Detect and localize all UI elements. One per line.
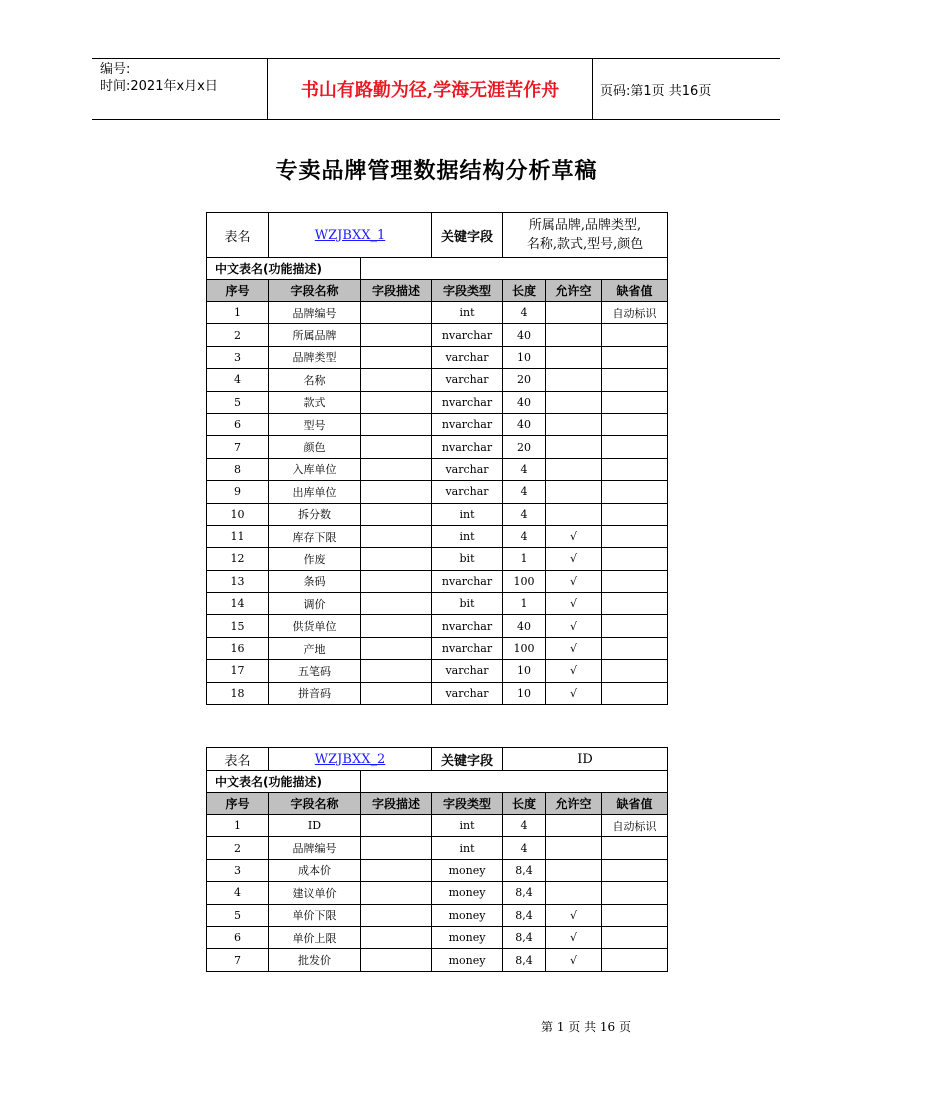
cell-field-desc (361, 503, 432, 525)
table-row (207, 369, 668, 391)
cell-length: 4 (503, 503, 546, 525)
cell-nullable: √ (546, 570, 602, 592)
cell-length: 1 (503, 548, 546, 570)
table-row (207, 481, 668, 503)
cell-field-type: money (432, 926, 503, 948)
cell-length: 40 (503, 324, 546, 346)
document-header (92, 58, 780, 120)
chinese-name-label: 中文表名(功能描述) (207, 258, 361, 280)
cell-seq: 4 (207, 369, 269, 391)
table-row (207, 525, 668, 547)
cell-nullable: √ (546, 525, 602, 547)
cell-nullable: √ (546, 548, 602, 570)
cell-field-name: 颜色 (269, 436, 361, 458)
cell-field-type: varchar (432, 346, 503, 368)
time-label: 时间:2021年x月x日 (100, 79, 218, 94)
cell-default (602, 503, 668, 525)
cell-default (602, 637, 668, 659)
cell-default (602, 369, 668, 391)
column-header: 允许空 (546, 793, 602, 815)
cell-seq: 4 (207, 882, 269, 904)
cell-nullable (546, 391, 602, 413)
table-name-row (207, 213, 668, 258)
table-row (207, 391, 668, 413)
table-row (207, 593, 668, 615)
cell-field-desc (361, 391, 432, 413)
cell-seq: 9 (207, 481, 269, 503)
cell-length: 40 (503, 615, 546, 637)
cell-field-type: varchar (432, 682, 503, 704)
cell-nullable: √ (546, 904, 602, 926)
cell-length: 8,4 (503, 926, 546, 948)
cell-nullable (546, 302, 602, 324)
cell-field-type: nvarchar (432, 324, 503, 346)
cell-nullable (546, 859, 602, 881)
cell-length: 40 (503, 413, 546, 435)
cell-field-desc (361, 837, 432, 859)
cell-nullable: √ (546, 637, 602, 659)
table-row (207, 949, 668, 971)
cell-seq: 5 (207, 391, 269, 413)
column-header: 字段描述 (361, 280, 432, 302)
cell-length: 20 (503, 369, 546, 391)
cell-field-desc (361, 436, 432, 458)
table-body (207, 302, 668, 705)
cell-nullable (546, 324, 602, 346)
cell-field-desc (361, 369, 432, 391)
cell-default (602, 615, 668, 637)
table-row (207, 660, 668, 682)
cell-field-desc (361, 660, 432, 682)
cell-nullable: √ (546, 926, 602, 948)
cell-field-type: money (432, 882, 503, 904)
cell-length: 8,4 (503, 882, 546, 904)
cell-field-type: int (432, 837, 503, 859)
cell-seq: 1 (207, 302, 269, 324)
column-header-row (207, 280, 668, 302)
table-row (207, 503, 668, 525)
cell-seq: 7 (207, 949, 269, 971)
cell-length: 1 (503, 593, 546, 615)
table-row (207, 637, 668, 659)
cell-default: 自动标识 (602, 815, 668, 837)
cell-field-name: 条码 (269, 570, 361, 592)
cell-field-desc (361, 593, 432, 615)
description-row (207, 258, 668, 280)
column-header: 字段名称 (269, 793, 361, 815)
cell-seq: 13 (207, 570, 269, 592)
cell-field-desc (361, 481, 432, 503)
cell-field-type: money (432, 949, 503, 971)
cell-field-desc (361, 324, 432, 346)
cell-field-type: bit (432, 593, 503, 615)
column-header: 长度 (503, 793, 546, 815)
cell-seq: 8 (207, 458, 269, 480)
column-header: 字段类型 (432, 280, 503, 302)
table-row (207, 413, 668, 435)
cell-field-name: 单价下限 (269, 904, 361, 926)
cell-field-name: ID (269, 815, 361, 837)
cell-nullable: √ (546, 682, 602, 704)
header-motto: 书山有路勤为径,学海无涯苦作舟 (300, 80, 560, 101)
cell-field-type: int (432, 503, 503, 525)
cell-default (602, 859, 668, 881)
header-meta (100, 61, 268, 95)
cell-field-desc (361, 302, 432, 324)
cell-field-name: 调价 (269, 593, 361, 615)
cell-field-desc (361, 413, 432, 435)
cell-length: 10 (503, 660, 546, 682)
cell-field-desc (361, 346, 432, 368)
cell-length: 8,4 (503, 949, 546, 971)
cell-field-name: 所属品牌 (269, 324, 361, 346)
cell-seq: 1 (207, 815, 269, 837)
cell-field-name: 库存下限 (269, 525, 361, 547)
column-header: 缺省值 (602, 793, 668, 815)
column-header: 缺省值 (602, 280, 668, 302)
table-row (207, 436, 668, 458)
cell-seq: 2 (207, 837, 269, 859)
cell-field-name: 五笔码 (269, 660, 361, 682)
cell-field-name: 品牌类型 (269, 346, 361, 368)
cell-length: 20 (503, 436, 546, 458)
table-row (207, 904, 668, 926)
table-row (207, 882, 668, 904)
cell-field-name: 产地 (269, 637, 361, 659)
key-fields-label: 关键字段 (432, 748, 503, 771)
table-row (207, 324, 668, 346)
cell-seq: 6 (207, 926, 269, 948)
cell-seq: 18 (207, 682, 269, 704)
table-name-label: 表名 (207, 748, 269, 771)
cell-field-desc (361, 904, 432, 926)
key-fields-label: 关键字段 (432, 213, 503, 258)
cell-default (602, 837, 668, 859)
cell-field-name: 单价上限 (269, 926, 361, 948)
cell-seq: 12 (207, 548, 269, 570)
cell-field-desc (361, 548, 432, 570)
cell-default (602, 458, 668, 480)
cell-seq: 15 (207, 615, 269, 637)
cell-field-name: 品牌编号 (269, 837, 361, 859)
cell-default (602, 949, 668, 971)
cell-field-name: 品牌编号 (269, 302, 361, 324)
cell-nullable (546, 882, 602, 904)
table-row (207, 682, 668, 704)
cell-length: 10 (503, 346, 546, 368)
page-footer: 第 1 页 共 16 页 (541, 1020, 631, 1034)
cell-field-type: nvarchar (432, 413, 503, 435)
cell-field-name: 名称 (269, 369, 361, 391)
cell-default (602, 413, 668, 435)
cell-default: 自动标识 (602, 302, 668, 324)
cell-default (602, 525, 668, 547)
cell-length: 4 (503, 837, 546, 859)
cell-field-desc (361, 815, 432, 837)
cell-nullable (546, 346, 602, 368)
column-header-row (207, 793, 668, 815)
cell-field-type: varchar (432, 458, 503, 480)
cell-default (602, 324, 668, 346)
cell-field-name: 供货单位 (269, 615, 361, 637)
cell-seq: 11 (207, 525, 269, 547)
cell-seq: 10 (207, 503, 269, 525)
cell-default (602, 391, 668, 413)
cell-nullable (546, 815, 602, 837)
cell-field-name: 拼音码 (269, 682, 361, 704)
table-row (207, 926, 668, 948)
table-row (207, 837, 668, 859)
cell-length: 4 (503, 458, 546, 480)
cell-default (602, 436, 668, 458)
cell-field-desc (361, 525, 432, 547)
cell-nullable (546, 503, 602, 525)
cell-nullable (546, 413, 602, 435)
cell-field-desc (361, 882, 432, 904)
header-divider (592, 59, 593, 119)
cell-field-type: varchar (432, 660, 503, 682)
cell-field-name: 作废 (269, 548, 361, 570)
table-name-label: 表名 (207, 213, 269, 258)
chinese-name-value (361, 771, 668, 793)
key-fields-line: 所属品牌,品牌类型, (528, 218, 642, 233)
cell-seq: 2 (207, 324, 269, 346)
cell-seq: 17 (207, 660, 269, 682)
cell-seq: 6 (207, 413, 269, 435)
cell-length: 4 (503, 302, 546, 324)
cell-field-name: 建议单价 (269, 882, 361, 904)
table-row (207, 346, 668, 368)
key-fields-value (503, 213, 668, 258)
column-header: 序号 (207, 280, 269, 302)
cell-nullable: √ (546, 949, 602, 971)
cell-default (602, 548, 668, 570)
column-header: 长度 (503, 280, 546, 302)
cell-field-name: 型号 (269, 413, 361, 435)
cell-default (602, 593, 668, 615)
key-fields-value: ID (503, 748, 668, 771)
cell-field-type: int (432, 815, 503, 837)
description-row (207, 771, 668, 793)
cell-length: 4 (503, 525, 546, 547)
cell-field-type: money (432, 904, 503, 926)
cell-field-type: int (432, 525, 503, 547)
cell-default (602, 570, 668, 592)
cell-nullable: √ (546, 593, 602, 615)
table-body (207, 815, 668, 972)
schema-table-2 (206, 747, 668, 972)
column-header: 序号 (207, 793, 269, 815)
cell-length: 4 (503, 481, 546, 503)
cell-field-type: money (432, 859, 503, 881)
cell-default (602, 481, 668, 503)
cell-field-desc (361, 682, 432, 704)
cell-field-type: bit (432, 548, 503, 570)
number-label: 编号: (100, 62, 131, 77)
cell-field-name: 拆分数 (269, 503, 361, 525)
cell-seq: 16 (207, 637, 269, 659)
cell-field-desc (361, 615, 432, 637)
table-name-link[interactable]: WZJBXX_2 (269, 748, 432, 771)
key-fields-line: 名称,款式,型号,颜色 (526, 237, 644, 252)
cell-field-name: 成本价 (269, 859, 361, 881)
cell-nullable (546, 481, 602, 503)
cell-nullable: √ (546, 615, 602, 637)
cell-nullable (546, 369, 602, 391)
cell-field-type: nvarchar (432, 391, 503, 413)
table-row (207, 458, 668, 480)
cell-field-type: varchar (432, 481, 503, 503)
cell-seq: 3 (207, 346, 269, 368)
cell-field-desc (361, 637, 432, 659)
table-row (207, 859, 668, 881)
header-page-info: 页码:第1页 共16页 (600, 83, 712, 99)
cell-length: 40 (503, 391, 546, 413)
cell-field-desc (361, 859, 432, 881)
cell-field-type: nvarchar (432, 637, 503, 659)
table-row (207, 302, 668, 324)
chinese-name-value (361, 258, 668, 280)
cell-default (602, 346, 668, 368)
cell-default (602, 904, 668, 926)
cell-length: 4 (503, 815, 546, 837)
cell-seq: 5 (207, 904, 269, 926)
cell-field-type: nvarchar (432, 436, 503, 458)
cell-field-name: 款式 (269, 391, 361, 413)
cell-field-desc (361, 458, 432, 480)
cell-length: 100 (503, 570, 546, 592)
table-row (207, 570, 668, 592)
chinese-name-label: 中文表名(功能描述) (207, 771, 361, 793)
cell-field-type: int (432, 302, 503, 324)
table-row (207, 815, 668, 837)
table-name-link[interactable]: WZJBXX_1 (269, 213, 432, 258)
cell-field-name: 批发价 (269, 949, 361, 971)
cell-default (602, 660, 668, 682)
cell-default (602, 926, 668, 948)
cell-field-type: nvarchar (432, 615, 503, 637)
cell-nullable: √ (546, 660, 602, 682)
cell-nullable (546, 458, 602, 480)
cell-field-desc (361, 949, 432, 971)
column-header: 字段名称 (269, 280, 361, 302)
document-title: 专卖品牌管理数据结构分析草稿 (275, 158, 598, 184)
cell-field-desc (361, 926, 432, 948)
column-header: 字段类型 (432, 793, 503, 815)
cell-seq: 7 (207, 436, 269, 458)
cell-length: 10 (503, 682, 546, 704)
column-header: 允许空 (546, 280, 602, 302)
cell-length: 8,4 (503, 904, 546, 926)
cell-default (602, 882, 668, 904)
column-header: 字段描述 (361, 793, 432, 815)
cell-field-type: nvarchar (432, 570, 503, 592)
schema-table-1 (206, 212, 668, 705)
table-row (207, 615, 668, 637)
cell-field-name: 入库单位 (269, 458, 361, 480)
cell-seq: 3 (207, 859, 269, 881)
table-name-row (207, 748, 668, 771)
cell-field-type: varchar (432, 369, 503, 391)
cell-default (602, 682, 668, 704)
table-row (207, 548, 668, 570)
cell-field-name: 出库单位 (269, 481, 361, 503)
cell-length: 100 (503, 637, 546, 659)
cell-nullable (546, 837, 602, 859)
cell-length: 8,4 (503, 859, 546, 881)
cell-nullable (546, 436, 602, 458)
cell-seq: 14 (207, 593, 269, 615)
cell-field-desc (361, 570, 432, 592)
